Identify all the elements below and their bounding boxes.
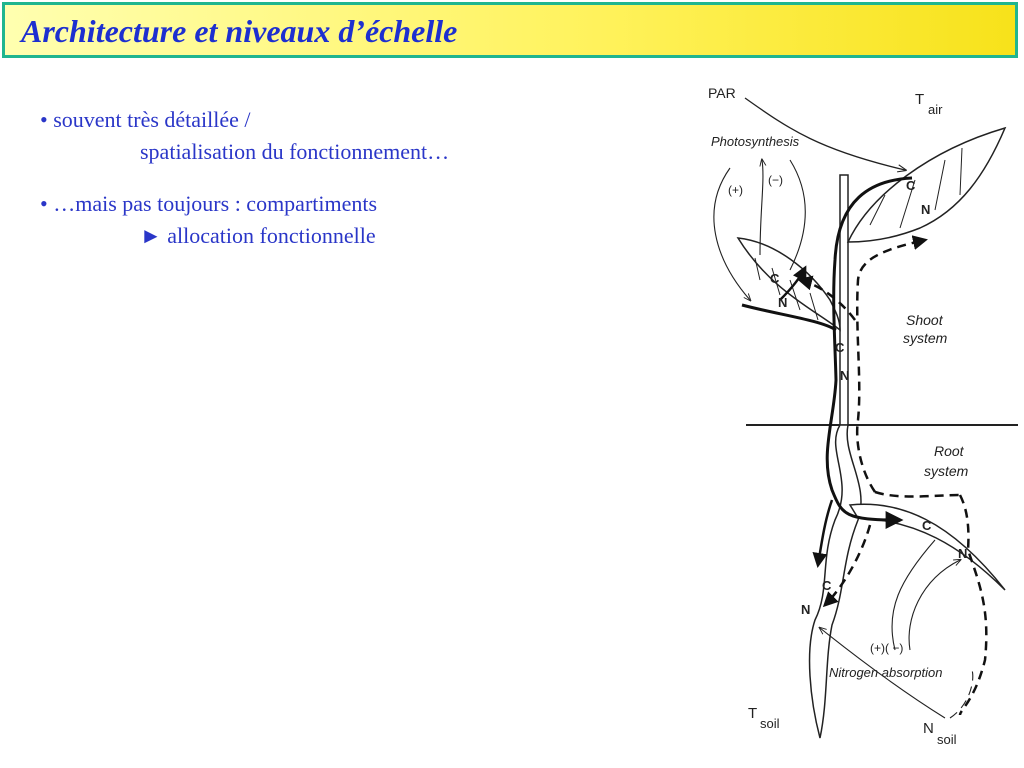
n-label-stem: N bbox=[840, 368, 850, 383]
plant-architecture-diagram bbox=[690, 70, 1020, 760]
n-label-lower-leaf: N bbox=[778, 295, 788, 310]
t-soil-subscript: soil bbox=[760, 716, 780, 731]
title-bar bbox=[2, 2, 1018, 58]
root-label-2: system bbox=[924, 463, 969, 479]
c-label-leaf: C bbox=[906, 178, 916, 193]
c-label-stem: C bbox=[835, 340, 845, 355]
par-label: PAR bbox=[708, 85, 736, 101]
plus-minus-label: (+)( −) bbox=[870, 641, 904, 655]
n-label-main-root: N bbox=[801, 602, 811, 617]
n-label-lateral-root: N bbox=[958, 546, 968, 561]
slide-title: Architecture et niveaux d’échelle bbox=[21, 13, 458, 49]
nitrogen-flow bbox=[960, 495, 986, 715]
n-soil-subscript: soil bbox=[937, 732, 957, 747]
bullet-1: • souvent très détaillée / bbox=[40, 107, 251, 132]
bullet-2-sub: ► allocation fonctionnelle bbox=[140, 223, 376, 248]
bullet-list bbox=[40, 104, 660, 252]
c-label-lower-leaf: C bbox=[770, 271, 780, 286]
main-root bbox=[810, 425, 861, 738]
c-label-lateral-root: C bbox=[922, 518, 932, 533]
minus-label: (−) bbox=[768, 173, 783, 187]
root-label-1: Root bbox=[934, 443, 964, 459]
c-label-main-root: C bbox=[822, 578, 832, 593]
t-air-subscript: air bbox=[928, 102, 943, 117]
nitrogen-absorption-label: Nitrogen absorption bbox=[829, 665, 943, 680]
shoot-label-2: system bbox=[903, 330, 948, 346]
upper-leaf bbox=[848, 128, 1005, 242]
shoot-label-1: Shoot bbox=[906, 312, 943, 328]
bullet-1-sub: spatialisation du fonctionnement… bbox=[140, 139, 450, 164]
n-soil-label: N bbox=[923, 720, 934, 737]
t-air-label: T bbox=[915, 91, 925, 108]
n-label-leaf: N bbox=[921, 202, 931, 217]
t-soil-label: T bbox=[748, 705, 758, 722]
bullet-2: • …mais pas toujours : compartiments bbox=[40, 191, 378, 216]
photosynthesis-label: Photosynthesis bbox=[711, 134, 800, 149]
plus-label: (+) bbox=[728, 183, 743, 197]
